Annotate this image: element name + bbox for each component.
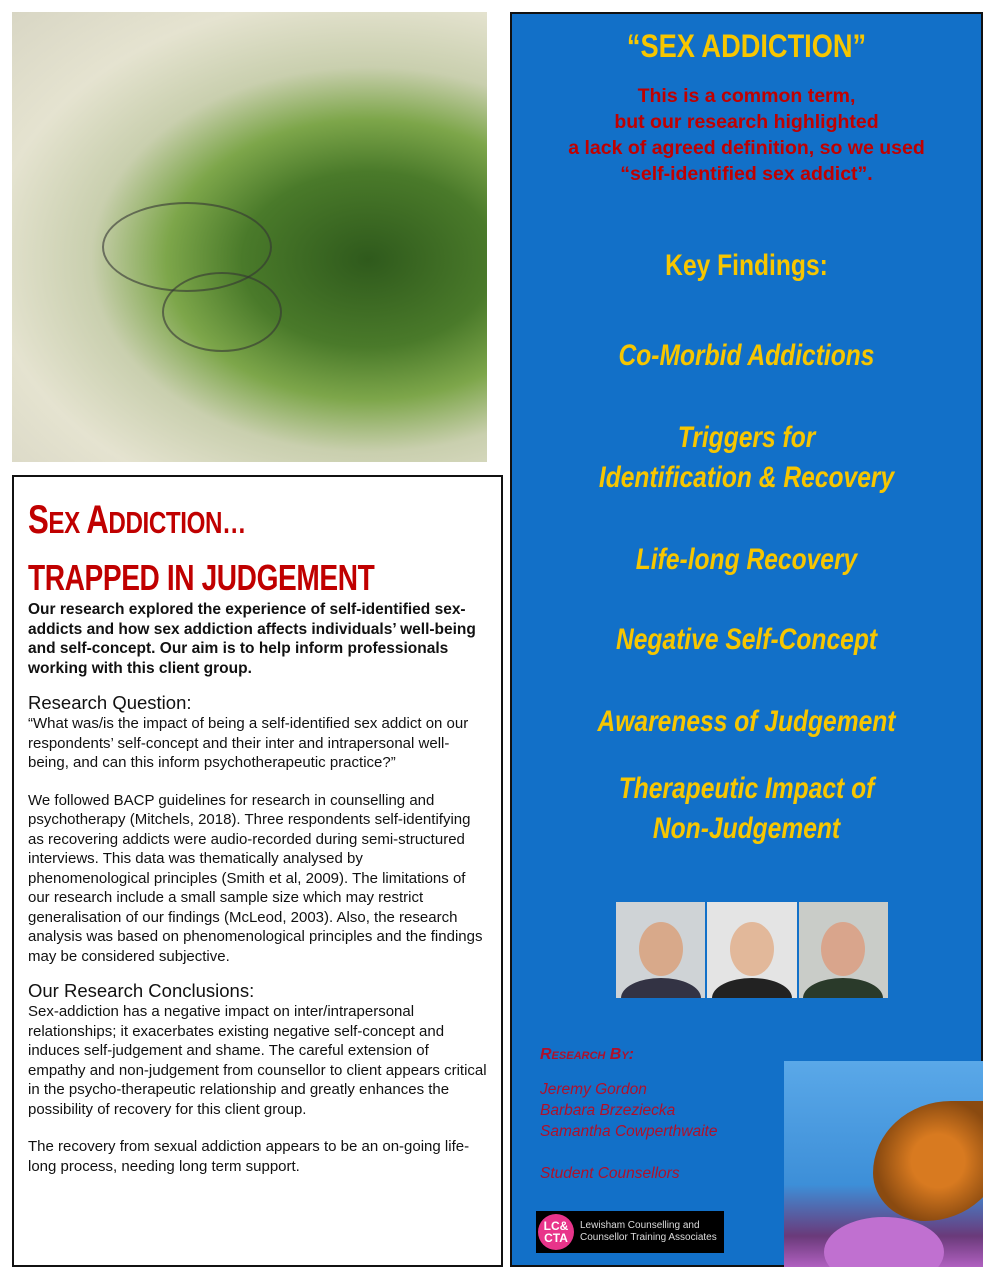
author-name: Jeremy Gordon <box>540 1081 647 1098</box>
finding-item: Life-long Recovery <box>635 543 858 576</box>
butterfly-photo <box>784 1061 983 1267</box>
logo-mark: LC& CTA <box>538 1214 574 1250</box>
logo-name: Lewisham Counselling and Counsellor Training Associates <box>580 1220 717 1243</box>
definition-note <box>512 83 981 187</box>
research-question-text: “What was/is the impact of being a self-identified sex addict on our respondents’ self-concept and their inter and intrapersonal well-being, and can this inform psychotherapeutic practice?” <box>28 715 469 771</box>
finding-item: Co-Morbid Addictions <box>618 339 875 372</box>
finding-item: Triggers for Identification & Recovery <box>598 421 895 494</box>
research-credits <box>540 1044 718 1184</box>
panel-title: “SEX ADDICTION” <box>626 28 867 64</box>
key-findings-heading: Key Findings: <box>665 249 828 282</box>
author-role: Student Counsellors <box>540 1165 680 1182</box>
poster-title-line1: SEX ADDICTION… <box>28 498 246 542</box>
conclusions-text: Sex-addiction has a negative impact on inter/intrapersonal relationships; it exacerbates existing negative self-concept and induces self-judgement and shame. The careful extension of empathy and non-judgement from counsellor to client appears critical in the psycho-therapeutic relationship and greatly enhances the possibility of recovery for this client group. <box>28 1003 487 1118</box>
definition-line: This is a common term, <box>637 85 856 107</box>
lccta-logo <box>536 1211 724 1253</box>
author-name: Barbara Brzeziecka <box>540 1102 676 1119</box>
conclusions-text-2: The recovery from sexual addiction appears to be an on-going life-long process, needing long term support. <box>28 1138 470 1175</box>
definition-line: but our research highlighted <box>614 111 879 133</box>
finding-item: Negative Self-Concept <box>615 623 878 656</box>
findings-panel <box>510 12 983 1267</box>
method-text: We followed BACP guidelines for research in counselling and psychotherapy (Mitchels, 2018). Three respondents self-identifying as recovering addicts were audio-recorded during semi-structured interviews. This data was thematically analysed by phenomenological principles (Smith et al, 2009). The limitations of our research include a small sample size which may restrict generalisation of our findings (McLeod, 2003). Also, the research analysis was based on phenomenological principles and the findings may be considered subjective. <box>28 791 483 965</box>
poster-title-line2: TRAPPED IN JUDGEMENT <box>28 557 375 598</box>
definition-line: a lack of agreed definition, so we used <box>568 137 925 159</box>
finding-item: Awareness of Judgement <box>597 705 896 738</box>
definition-line: “self-identified sex addict”. <box>620 163 873 185</box>
researcher-photos <box>616 902 888 998</box>
researcher-photo <box>707 902 796 998</box>
intro-text: Our research explored the experience of self-identified sex-addicts and how sex addiction affects individuals’ well-being and self-concept. Our aim is to help inform professionals working with this client group. <box>28 601 476 677</box>
finding-item: Therapeutic Impact of Non-Judgement <box>618 772 875 845</box>
researcher-photo <box>799 902 888 998</box>
research-question-heading: Research Question: <box>28 692 192 713</box>
author-name: Samantha Cowperthwaite <box>540 1123 718 1140</box>
venus-flytrap-photo <box>12 12 487 462</box>
intro-panel <box>12 475 503 1267</box>
researcher-photo <box>616 902 705 998</box>
research-by-label: Research By: <box>540 1046 635 1063</box>
conclusions-heading: Our Research Conclusions: <box>28 980 255 1001</box>
